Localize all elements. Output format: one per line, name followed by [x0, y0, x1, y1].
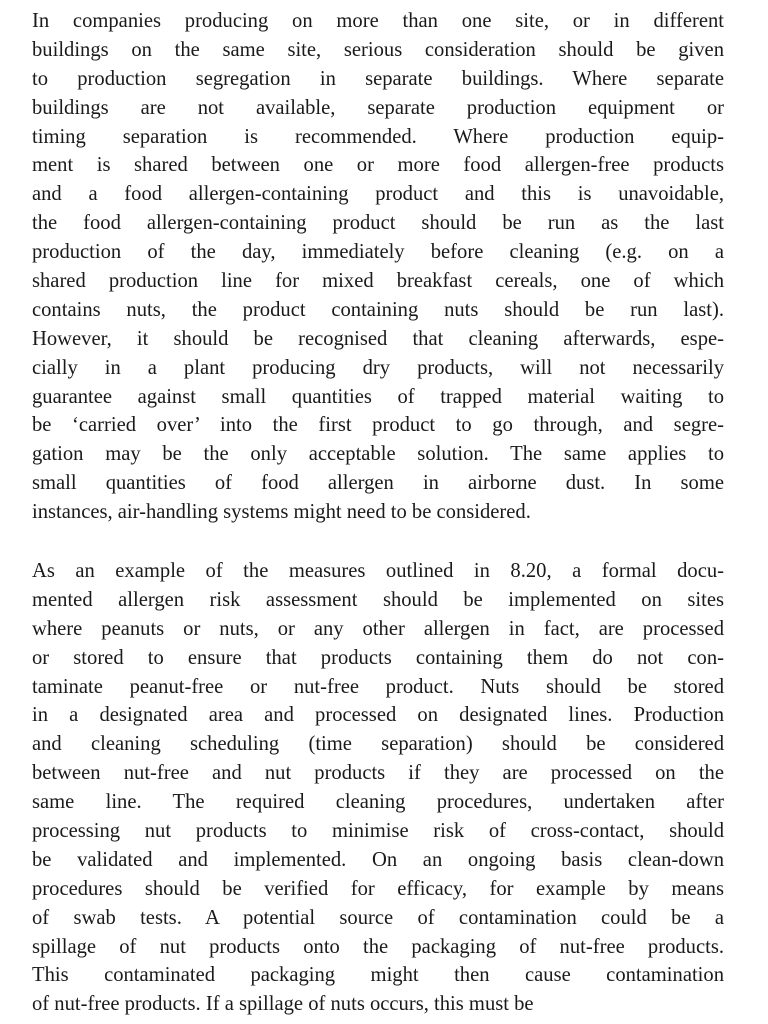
text-line: buildings on the same site, serious consideration should be given: [32, 38, 724, 61]
text-line: between nut-free and nut products if they are processed on the: [32, 762, 724, 785]
text-line: taminate peanut-free or nut-free product. Nuts should be stored: [32, 675, 724, 698]
paragraph-allergen-risk-assessment: [32, 557, 724, 1019]
text-line: of swab tests. A potential source of contamination could be a: [32, 906, 724, 929]
text-line: be ‘carried over’ into the first product to go through, and segre-: [32, 414, 724, 437]
text-line: contains nuts, the product containing nuts should be run last).: [32, 298, 724, 321]
text-line: In companies producing on more than one site, or in different: [32, 10, 724, 32]
text-line: where peanuts or nuts, or any other allergen in fact, are processed: [32, 617, 724, 640]
text-line: and cleaning scheduling (time separation) should be considered: [32, 733, 724, 756]
text-line: and a food allergen-containing product and this is unavoidable,: [32, 183, 724, 206]
text-line: buildings are not available, separate production equipment or: [32, 96, 724, 119]
text-line: However, it should be recognised that cleaning afterwards, espe-: [32, 327, 724, 350]
text-line: This contaminated packaging might then cause contamination: [32, 964, 724, 987]
text-line: procedures should be verified for efficacy, for example by means: [32, 877, 724, 900]
text-line: gation may be the only acceptable solution. The same applies to: [32, 443, 724, 466]
text-line: As an example of the measures outlined in 8.20, a formal docu-: [32, 560, 724, 582]
text-line: shared production line for mixed breakfast cereals, one of which: [32, 270, 724, 293]
text-line: the food allergen-containing product should be run as the last: [32, 212, 724, 235]
text-line: in a designated area and processed on designated lines. Production: [32, 704, 724, 727]
text-line: ment is shared between one or more food allergen-free products: [32, 154, 724, 177]
paragraph-production-segregation: [32, 7, 724, 527]
text-line: guarantee against small quantities of trapped material waiting to: [32, 385, 724, 408]
text-line: cially in a plant producing dry products, will not necessarily: [32, 356, 724, 379]
text-line: mented allergen risk assessment should be implemented on sites: [32, 588, 724, 611]
text-line: be validated and implemented. On an ongoing basis clean-down: [32, 848, 724, 871]
text-line: to production segregation in separate buildings. Where separate: [32, 67, 724, 90]
text-line: instances, air-handling systems might need to be considered.: [32, 501, 531, 524]
text-line: or stored to ensure that products containing them do not con-: [32, 646, 724, 669]
text-line: timing separation is recommended. Where production equip-: [32, 125, 724, 148]
text-line: of nut-free products. If a spillage of nuts occurs, this must be: [32, 993, 534, 1016]
text-line: same line. The required cleaning procedures, undertaken after: [32, 791, 724, 814]
text-line: processing nut products to minimise risk of cross-contact, should: [32, 820, 724, 843]
text-line: spillage of nut products onto the packaging of nut-free products.: [32, 935, 724, 958]
text-line: production of the day, immediately before cleaning (e.g. on a: [32, 241, 724, 264]
text-line: small quantities of food allergen in airborne dust. In some: [32, 472, 724, 495]
